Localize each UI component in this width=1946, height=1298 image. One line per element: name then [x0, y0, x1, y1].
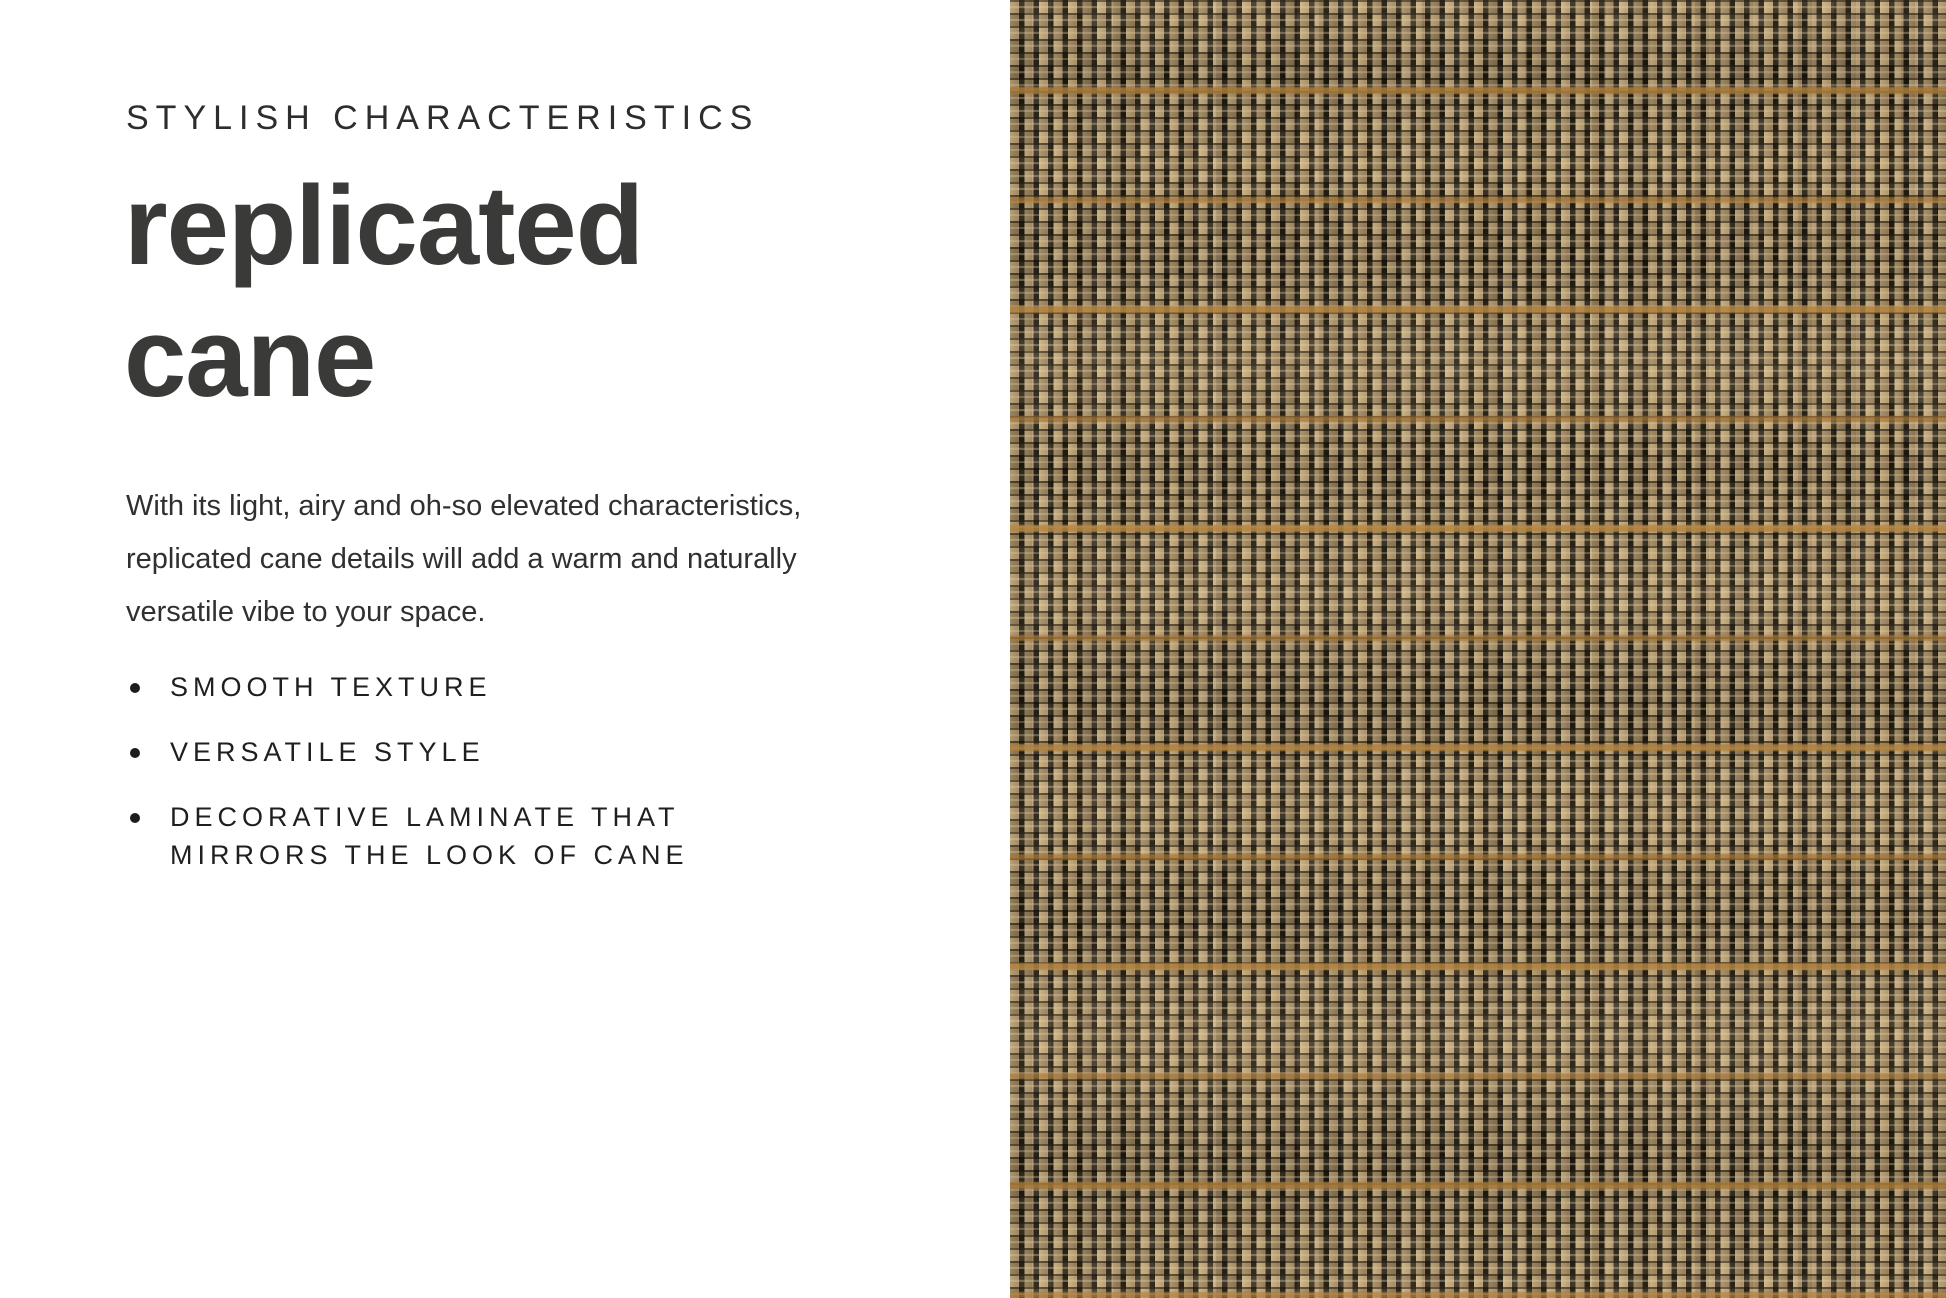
list-item — [126, 733, 766, 771]
page-title-line-2: cane — [124, 295, 376, 420]
intro-paragraph-line-2: replicated cane details will add a warm and naturally — [126, 543, 797, 575]
bullet-icon — [130, 748, 140, 758]
feature-list — [126, 668, 766, 901]
page-title-line-1: replicated — [124, 163, 644, 288]
list-item — [126, 668, 766, 706]
list-item — [126, 798, 766, 874]
page-title — [124, 160, 643, 424]
intro-paragraph-line-3: versatile vibe to your space. — [126, 596, 486, 628]
feature-decorative-laminate: DECORATIVE LAMINATE THAT MIRRORS THE LOOK OF CANE — [170, 802, 689, 870]
eyebrow-heading: STYLISH CHARACTERISTICS — [126, 99, 760, 137]
cane-texture-image — [1010, 0, 1946, 1298]
feature-versatile-style: VERSATILE STYLE — [170, 737, 485, 767]
feature-smooth-texture: SMOOTH TEXTURE — [170, 672, 492, 702]
intro-paragraph-line-1: With its light, airy and oh-so elevated characteristics, — [126, 490, 802, 522]
bullet-icon — [130, 683, 140, 693]
bullet-icon — [130, 813, 140, 823]
intro-paragraph — [126, 480, 801, 639]
